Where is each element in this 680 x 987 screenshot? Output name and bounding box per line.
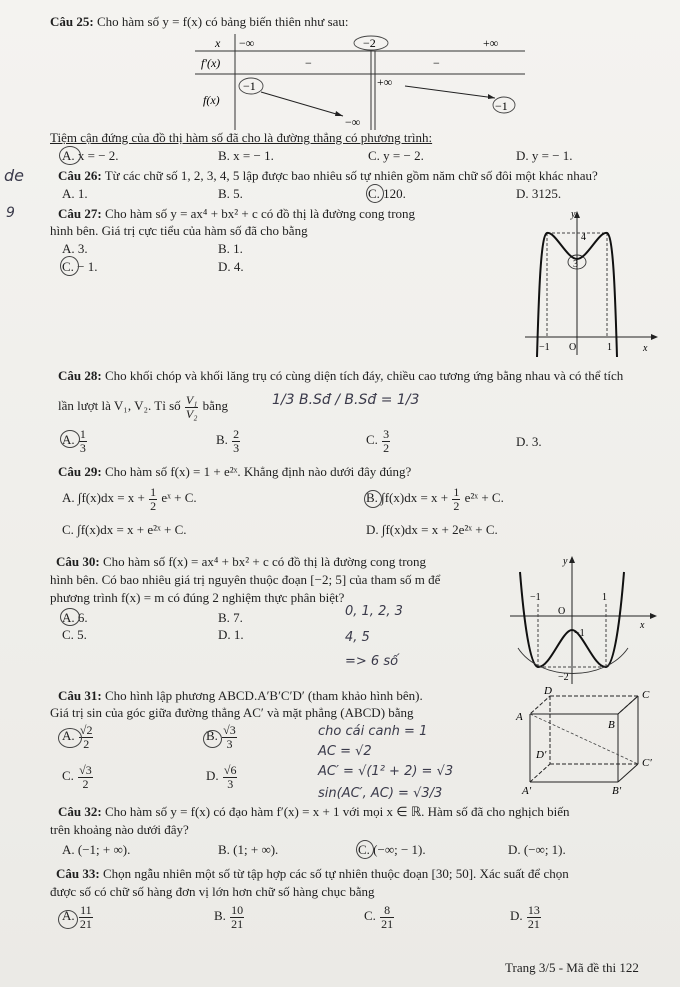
q33-option-c[interactable]: C. $\frac{8}{21}$ bbox=[364, 903, 394, 931]
vertex-D-prime: D′ bbox=[536, 749, 547, 761]
tick-plus-1: 1 bbox=[607, 342, 612, 353]
q27-option-c[interactable]: C. − 1. bbox=[62, 259, 98, 274]
q28-handwriting: 1/3 B.Sđ / B.Sđ = 1/3 bbox=[272, 392, 420, 408]
q32-option-d[interactable]: D. (−∞; 1). bbox=[508, 842, 566, 857]
q33-stem-line2: được số có chữ số hàng đơn vị lớn hơn chữ số hàng chục bằng bbox=[50, 884, 375, 899]
q29-option-c[interactable]: C. ∫f(x)dx = x + e²ˣ + C. bbox=[62, 522, 187, 537]
circle-mark bbox=[60, 608, 80, 626]
vertex-C: C bbox=[642, 689, 650, 701]
q32-option-c[interactable]: C. (−∞; − 1). bbox=[358, 842, 426, 857]
q28-number: Câu 28: bbox=[58, 368, 102, 383]
q27-option-b[interactable]: B. 1. bbox=[218, 241, 243, 256]
table-fp-header: f′(x) bbox=[201, 56, 221, 70]
q31-option-d[interactable]: D. $\frac{√6}{3}$ bbox=[206, 763, 237, 791]
q26-option-b[interactable]: B. 5. bbox=[218, 186, 243, 201]
table-f-header: f(x) bbox=[203, 93, 220, 107]
q27-option-d[interactable]: D. 4. bbox=[218, 259, 244, 274]
circle-mark bbox=[58, 910, 78, 929]
q25-subquestion: Tiệm cận đứng của đồ thị hàm số đã cho là đường thẳng có phương trình: bbox=[50, 130, 433, 145]
q32-option-b[interactable]: B. (1; + ∞). bbox=[218, 842, 279, 857]
q26-option-c[interactable]: C. 120. bbox=[368, 186, 406, 201]
tick-minus-1: −1 bbox=[539, 342, 550, 353]
q28-text-2b: bằng bbox=[202, 398, 228, 414]
circle-mark bbox=[356, 840, 374, 859]
q33-text-1: Chọn ngẫu nhiên một số từ tập hợp các số tự nhiên thuộc đoạn [30; 50]. Xác suất để chọn bbox=[102, 866, 569, 881]
vertex-D: D bbox=[544, 686, 552, 697]
origin-label: O bbox=[558, 606, 566, 617]
q25-option-a[interactable]: A. x = − 2. bbox=[62, 148, 119, 163]
vertex-A: A bbox=[516, 711, 523, 723]
circle-mark bbox=[364, 490, 382, 508]
q33-option-b[interactable]: B. $\frac{10}{21}$ bbox=[214, 903, 244, 931]
vertex-B-prime: B′ bbox=[612, 785, 622, 797]
q31-stem-line1 bbox=[58, 688, 423, 704]
q27-text-1: Cho hàm số y = ax⁴ + bx² + c có đồ thị là đường cong trong bbox=[104, 206, 416, 221]
q30-stem-line2: hình bên. Có bao nhiêu giá trị nguyên thuộc đoạn [−2; 5] của tham số m để bbox=[50, 572, 441, 587]
tick-3: 3 bbox=[573, 259, 578, 270]
q30-number: Câu 30: bbox=[56, 554, 100, 569]
q32-stem-line2: trên khoảng nào dưới đây? bbox=[50, 822, 189, 837]
q28-option-a[interactable]: A. $\frac{1}{3}$ bbox=[62, 427, 86, 455]
q31-cube bbox=[508, 686, 668, 798]
q31-handwriting-4: sin(AC′, AC) = √3/3 bbox=[318, 786, 443, 801]
q26-number: Câu 26: bbox=[58, 168, 102, 183]
q30-graph bbox=[510, 552, 660, 687]
q28-text-1: Cho khối chóp và khối lăng trụ có cùng diện tích đáy, chiều cao tương ứng bằng nhau và có thể tích bbox=[104, 368, 624, 383]
f-val-left: −1 bbox=[243, 79, 256, 93]
q30-stem-line3: phương trình f(x) = m có đúng 2 nghiệm thực phân biệt? bbox=[50, 590, 345, 605]
tick-4: 4 bbox=[581, 232, 586, 243]
q28-stem-line2 bbox=[58, 394, 228, 420]
q31-handwriting-3: AC′ = √(1² + 2) = √3 bbox=[318, 764, 454, 779]
q32-number: Câu 32: bbox=[58, 804, 102, 819]
q28-option-b[interactable]: B. $\frac{2}{3}$ bbox=[216, 427, 240, 455]
circle-mark bbox=[203, 730, 222, 748]
axis-x-label: x bbox=[643, 343, 648, 354]
q32-option-a[interactable]: A. (−1; + ∞). bbox=[62, 842, 131, 857]
q33-stem-line1 bbox=[56, 866, 569, 882]
x-pos-inf: +∞ bbox=[483, 36, 499, 50]
q25-text: Cho hàm số y = f(x) có bảng biến thiên như sau: bbox=[96, 14, 349, 29]
q31-option-c[interactable]: C. $\frac{√3}{2}$ bbox=[62, 763, 92, 791]
table-x-header: x bbox=[215, 36, 221, 50]
q28-stem-line1 bbox=[58, 368, 623, 384]
margin-note-1: de bbox=[4, 166, 24, 185]
q31-option-a[interactable]: A. $\frac{√2}{2}$ bbox=[62, 723, 93, 751]
q31-handwriting-2: AC = √2 bbox=[318, 744, 372, 759]
q28-option-d[interactable]: D. 3. bbox=[516, 434, 542, 449]
q33-option-a[interactable]: A. $\frac{11}{21}$ bbox=[62, 903, 92, 931]
q25-option-b[interactable]: B. x = − 1. bbox=[218, 148, 274, 163]
q27-stem-line2: hình bên. Giá trị cực tiểu của hàm số đã cho bằng bbox=[50, 223, 308, 238]
q30-option-a[interactable]: A. 6. bbox=[62, 610, 88, 625]
q33-number: Câu 33: bbox=[56, 866, 100, 881]
q31-handwriting-1: cho cái canh = 1 bbox=[318, 724, 428, 739]
q25-option-d[interactable]: D. y = − 1. bbox=[516, 148, 573, 163]
q31-number: Câu 31: bbox=[58, 688, 102, 703]
q27-number: Câu 27: bbox=[58, 206, 102, 221]
axis-y-label: y bbox=[563, 556, 568, 567]
x-neg-2: −2 bbox=[363, 36, 376, 50]
q27-stem-line1 bbox=[58, 206, 415, 222]
q29-text: Cho hàm số f(x) = 1 + e²ˣ. Khẳng định nào dưới đây đúng? bbox=[104, 464, 412, 479]
q28-text-2a: lần lượt là V₁, V₂. Tỉ số bbox=[58, 398, 181, 414]
q33-option-d[interactable]: D. $\frac{13}{21}$ bbox=[510, 903, 540, 931]
q27-option-a[interactable]: A. 3. bbox=[62, 241, 88, 256]
fp-sign-2: − bbox=[433, 56, 440, 70]
q30-handwriting-2: 4, 5 bbox=[345, 630, 370, 645]
q26-text: Từ các chữ số 1, 2, 3, 4, 5 lập được bao nhiêu số tự nhiên gồm năm chữ số đôi một khác nhau? bbox=[104, 168, 598, 183]
origin-label: O bbox=[569, 342, 577, 353]
q29-stem bbox=[58, 464, 411, 480]
q25-stem bbox=[50, 14, 349, 30]
fp-sign-1: − bbox=[305, 56, 312, 70]
circle-mark bbox=[58, 728, 82, 748]
q29-option-d[interactable]: D. ∫f(x)dx = x + 2e²ˣ + C. bbox=[366, 522, 498, 537]
q26-option-d[interactable]: D. 3125. bbox=[516, 186, 562, 201]
circle-mark bbox=[60, 430, 80, 448]
q30-handwriting-1: 0, 1, 2, 3 bbox=[345, 604, 403, 619]
q31-option-b[interactable]: B. $\frac{√3}{3}$ bbox=[206, 723, 236, 751]
q26-stem bbox=[58, 168, 598, 184]
circle-mark bbox=[366, 184, 384, 203]
q29-option-b[interactable]: B. ∫f(x)dx = x + $\frac{1}{2}$ e²ˣ + C. bbox=[366, 485, 504, 513]
axis-y-label: y bbox=[571, 209, 576, 220]
q31-text-1: Cho hình lập phương ABCD.A′B′C′D′ (tham khảo hình bên). bbox=[104, 688, 423, 703]
q29-option-a[interactable]: A. ∫f(x)dx = x + $\frac{1}{2}$ eˣ + C. bbox=[62, 485, 197, 513]
tick-plus-1: 1 bbox=[602, 592, 607, 603]
tick-minus-1: −1 bbox=[530, 592, 541, 603]
page-footer: Trang 3/5 - Mã đề thi 122 bbox=[505, 960, 639, 975]
q25-variation-table bbox=[195, 34, 525, 130]
margin-note-2: 9 bbox=[6, 205, 15, 221]
q30-option-c[interactable]: C. 5. bbox=[62, 627, 87, 642]
vertex-B: B bbox=[608, 719, 615, 731]
x-neg-inf: −∞ bbox=[239, 36, 255, 50]
f-val-right: −1 bbox=[495, 99, 508, 113]
q26-option-a[interactable]: A. 1. bbox=[62, 186, 88, 201]
q25-option-c[interactable]: C. y = − 2. bbox=[368, 148, 424, 163]
q32-text-1: Cho hàm số y = f(x) có đạo hàm f′(x) = x + 1 với mọi x ∈ ℝ. Hàm số đã cho nghịch biến bbox=[104, 804, 570, 819]
q30-text-1: Cho hàm số f(x) = ax⁴ + bx² + c có đồ thị là đường cong trong bbox=[102, 554, 427, 569]
q28-ratio: $\frac{\text{V₁}}{\text{V₂}}$ bbox=[185, 393, 198, 421]
circle-mark bbox=[60, 256, 79, 276]
q29-number: Câu 29: bbox=[58, 464, 102, 479]
vertex-A-prime: A′ bbox=[522, 785, 532, 797]
circle-mark bbox=[59, 146, 81, 165]
q30-handwriting-3: => 6 số bbox=[345, 654, 399, 669]
q30-option-b[interactable]: B. 7. bbox=[218, 610, 243, 625]
tick-y-minus-2: −2 bbox=[558, 672, 569, 683]
f-val-pos-inf: +∞ bbox=[377, 75, 393, 89]
vertex-C-prime: C′ bbox=[642, 757, 652, 769]
tick-y-minus-1: −1 bbox=[574, 628, 585, 639]
q25-number: Câu 25: bbox=[50, 14, 94, 29]
q31-stem-line2: Giá trị sin của góc giữa đường thẳng AC′ và mặt phẳng (ABCD) bằng bbox=[50, 705, 414, 720]
q28-option-c[interactable]: C. $\frac{3}{2}$ bbox=[366, 427, 390, 455]
q30-option-d[interactable]: D. 1. bbox=[218, 627, 244, 642]
q32-stem-line1 bbox=[58, 804, 570, 820]
q27-graph bbox=[525, 207, 660, 357]
q30-stem-line1 bbox=[56, 554, 426, 570]
axis-x-label: x bbox=[640, 620, 645, 631]
f-val-neg-inf: −∞ bbox=[345, 115, 361, 129]
